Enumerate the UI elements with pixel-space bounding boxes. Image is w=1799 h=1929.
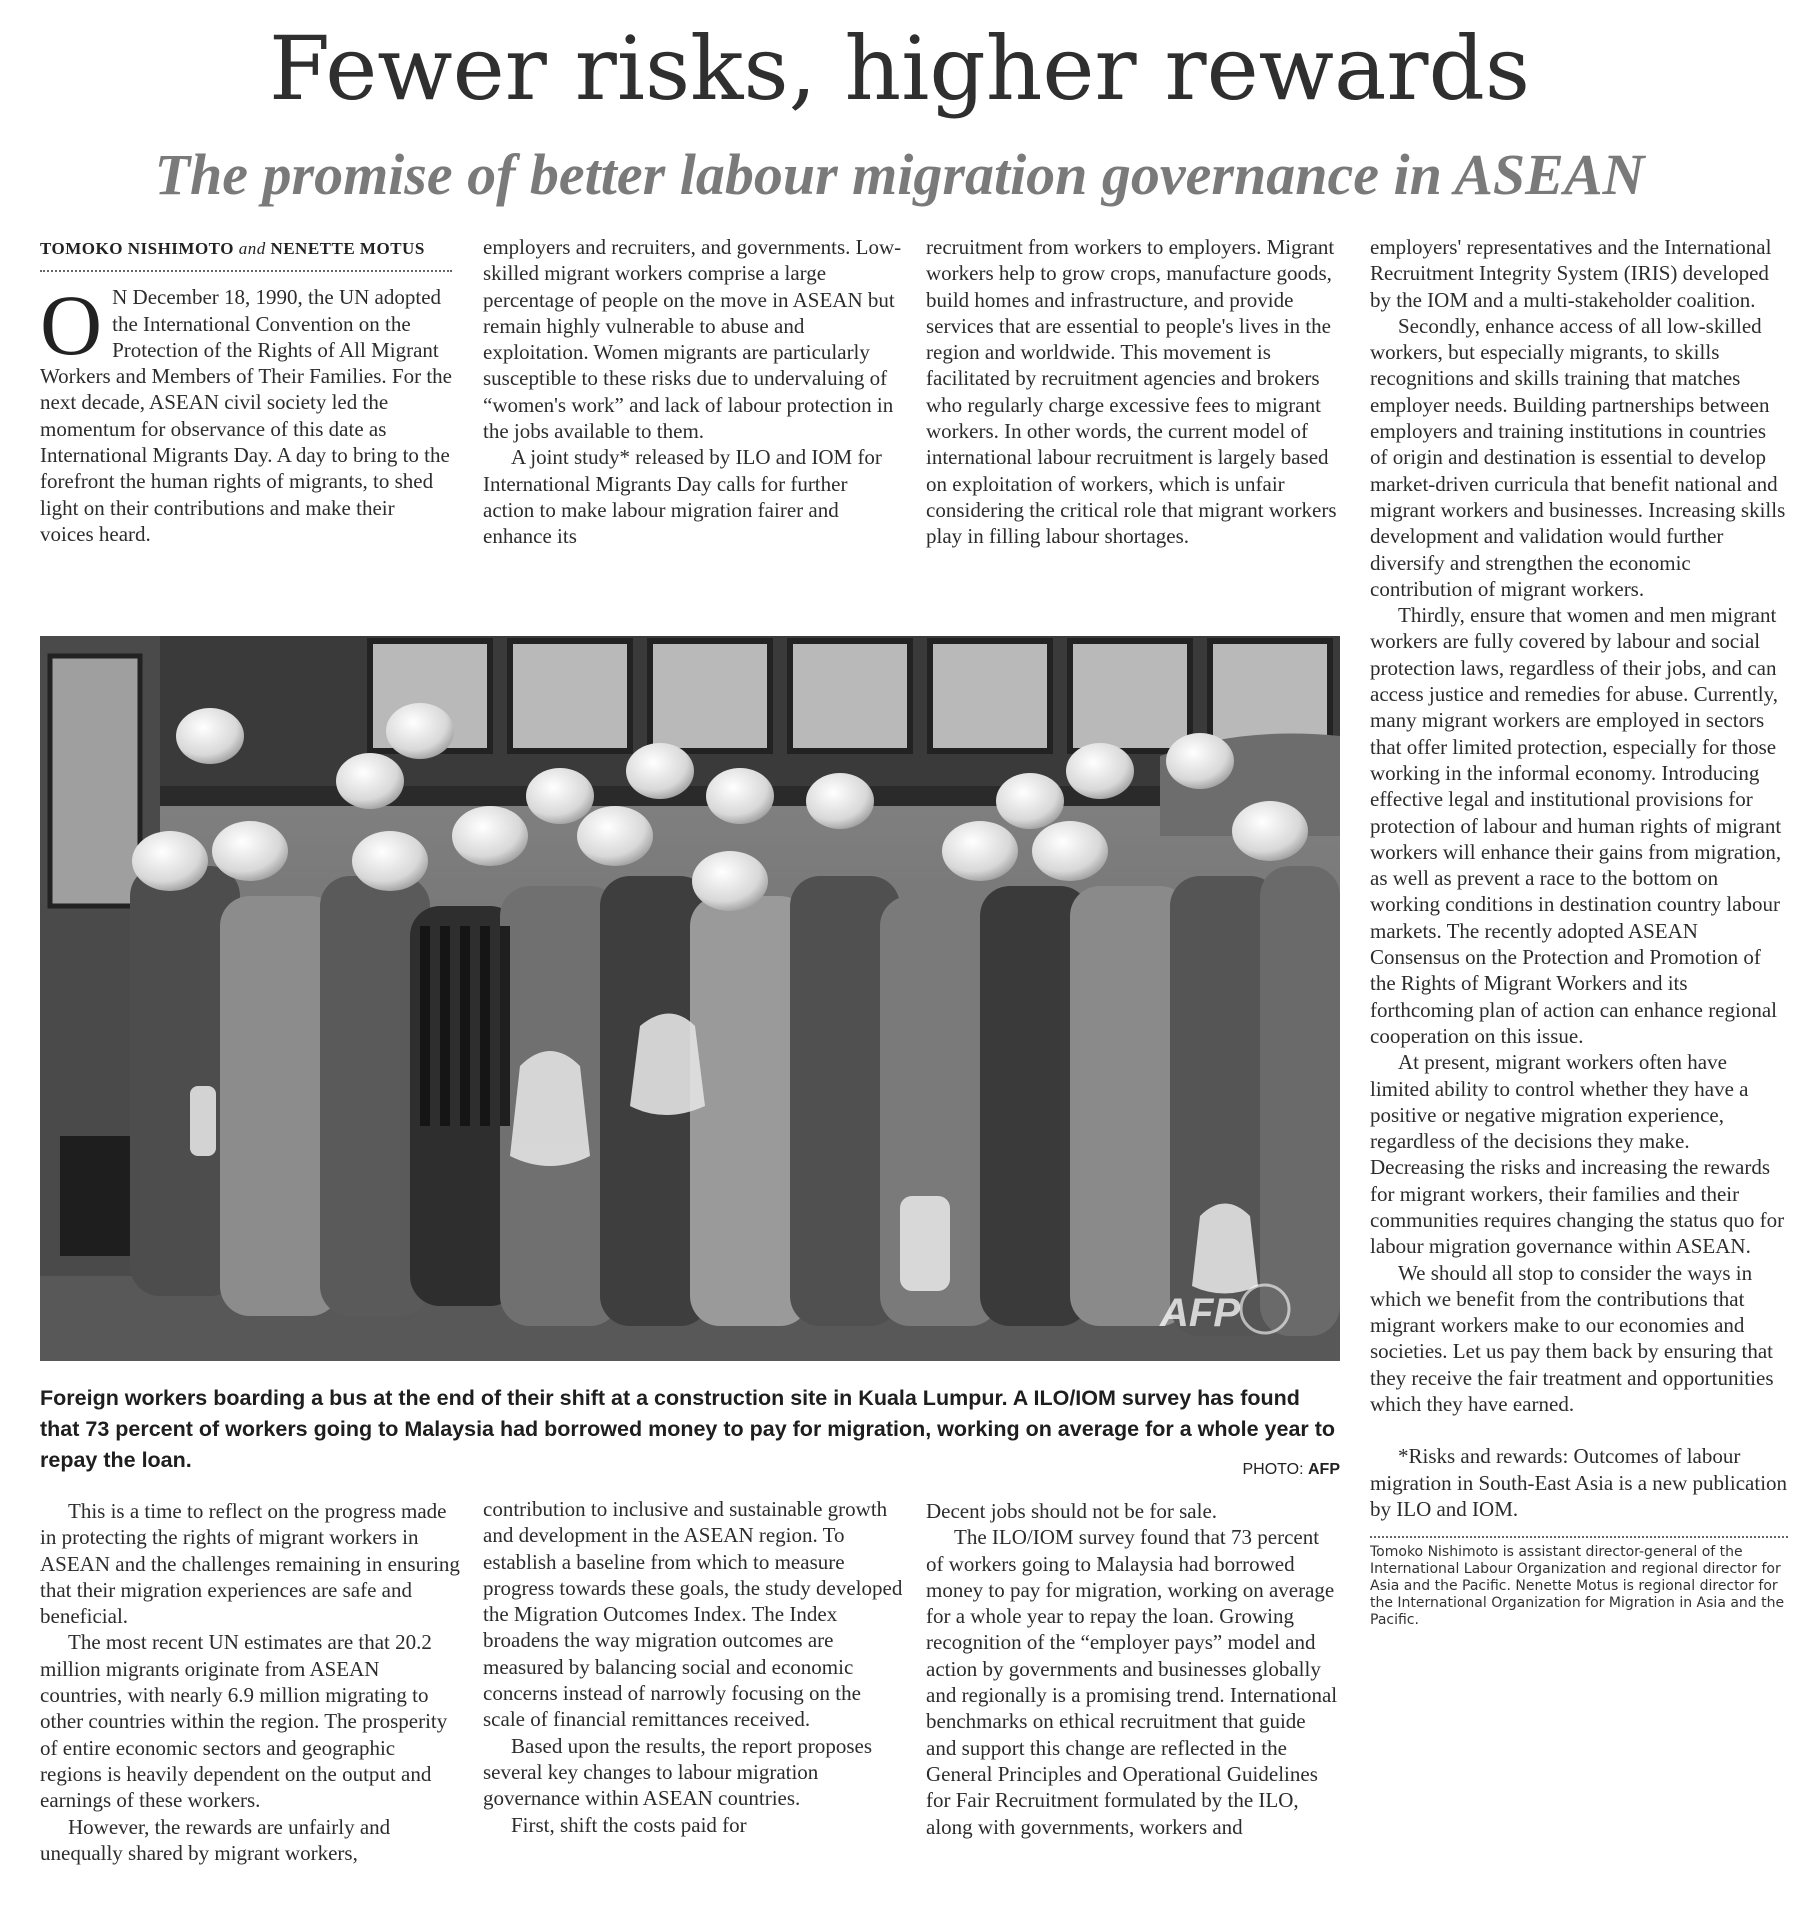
photo-credit: [1180, 1461, 1340, 1479]
byline: [40, 236, 452, 262]
paragraph: recruitment from workers to employers. Migrant workers help to grow crops, manufacture goods, build homes and infrastructure, and provide services that are essential to people's lives in the region and worldwide. This movement is facilitated by recruitment agencies and brokers who regularly charge excessive fees to migrant workers. In other words, the current model of international labour recruitment is largely based on exploitation of workers, which is unfair considering the critical role that migrant workers play in filling labour shortages.: [926, 235, 1337, 549]
paragraph: This is a time to reflect on the progress made in protecting the rights of migrant workers in ASEAN and the challenges remaining in ensuring that their migration experiences are safe and beneficial.: [40, 1499, 460, 1629]
photo-image: [40, 636, 1340, 1361]
headline: Fewer risks, higher rewards: [268, 17, 1530, 120]
paragraph: Secondly, enhance access of all low-skilled workers, but especially migrants, to skills recognitions and skills training that matches employer needs. Building partnerships between employers and training institutions in countries of origin and destination is essential to develop market-driven curricula that benefit national and migrant workers and businesses. Increasing skills development and validation would further diversify and strengthen the economic contribution of migrant workers.: [1370, 313, 1786, 601]
byline-divider: [40, 270, 452, 272]
author-1: TOMOKO NISHIMOTO: [40, 239, 234, 258]
paragraph: We should all stop to consider the ways in which we benefit from the contributions that migrant workers make to our economies and societies. Let us pay them back by ensuring that they receive the fair treatment and opportunities which they have earned.: [1370, 1260, 1774, 1417]
column-2-bottom: [483, 1496, 903, 1928]
column-1-bottom: [40, 1498, 460, 1928]
paragraph: A joint study* released by ILO and IOM for International Migrants Day calls for further action to make labour migration fairer and enhance its: [483, 445, 882, 549]
drop-cap: O: [40, 277, 103, 374]
photo-credit-source: AFP: [1308, 1461, 1340, 1478]
column-3-top: [926, 234, 1341, 606]
photo-credit-label: PHOTO:: [1242, 1461, 1304, 1478]
paragraph: Based upon the results, the report proposes several key changes to labour migration governance within ASEAN countries.: [483, 1733, 873, 1811]
paragraph: employers' representatives and the International Recruitment Integrity System (IRIS) developed by the IOM and a multi-stakeholder coalition.: [1370, 235, 1772, 312]
footnote: *Risks and rewards: Outcomes of labour migration in South-East Asia is a new publication by ILO and IOM.: [1370, 1444, 1788, 1521]
photo-caption: Foreign workers boarding a bus at the end of their shift at a construction site in Kuala Lumpur. A ILO/IOM survey has found that 73 percent of workers going to Malaysia had borrowed money to pay for migration, working on average for a whole year to repay the loan.: [40, 1386, 1336, 1472]
byline-conjunction: and: [238, 239, 266, 258]
bus-windows: [370, 641, 1330, 751]
paragraph: employers and recruiters, and governments. Low-skilled migrant workers comprise a large percentage of people on the move in ASEAN but remain highly vulnerable to abuse and exploitation. Women migrants are particularly susceptible to these risks due to undervaluing of “women's work” and lack of labour protection in the jobs available to them.: [483, 235, 902, 444]
paragraph: contribution to inclusive and sustainable growth and development in the ASEAN region. To establish a baseline from which to measure progress towards these goals, the study developed the Migration Outcomes Index. The Index broadens the way migration outcomes are measured by balancing social and economic concerns instead of narrowly focusing on the scale of financial remittances received.: [483, 1497, 903, 1732]
subheadline: The promise of better labour migration governance in ASEAN: [154, 142, 1645, 207]
paragraph: Decent jobs should not be for sale.: [926, 1499, 1218, 1523]
column-3-bottom: [926, 1498, 1341, 1928]
crowd: [130, 866, 1340, 1336]
intro-text: N December 18, 1990, the UN adopted the International Convention on the Protection of the Rights of All Migrant Workers and Members of Their Families. For the next decade, ASEAN civil society led the momentum for observance of this date as International Migrants Day. A day to bring to the forefront the human rights of migrants, to shed light on their contributions and make their voices heard.: [40, 285, 452, 546]
paragraph: At present, migrant workers often have limited ability to control whether they have a positive or negative migration experience, regardless of the decisions they make. Decreasing the risks and increasing the rewards for migrant workers, their families and their communities requires changing the status quo for labour migration governance within ASEAN.: [1370, 1050, 1785, 1259]
column-1-top: [40, 236, 452, 608]
photo-watermark: AFP: [1160, 1291, 1240, 1335]
intro-paragraph: [40, 277, 452, 547]
paragraph: However, the rewards are unfairly and unequally shared by migrant workers,: [40, 1814, 391, 1865]
news-photo: [40, 636, 1340, 1361]
column-2-top: [483, 234, 903, 606]
author-bio: Tomoko Nishimoto is assistant director-general of the International Labour Organization and regional director for Asia and the Pacific. Nenette Motus is regional director for the International Organization for Migration in Asia and the Pacific.: [1370, 1544, 1785, 1629]
paragraph: The most recent UN estimates are that 20.2 million migrants originate from ASEAN countries, with nearly 6.9 million migrating to other countries within the region. The prosperity of entire economic sectors and geographic regions is heavily dependent on the output and earnings of these workers.: [40, 1630, 448, 1813]
paragraph: Thirdly, ensure that women and men migrant workers are fully covered by labour and social protection laws, regardless of their jobs, and can access justice and remedies for abuse. Currently, many migrant workers are employed in sectors that offer limited protection, especially for those working in the informal economy. Introducing effective legal and institutional provisions for protection of labour and human rights of migrant workers will enhance their gains from migration, as well as prevent a race to the bottom on working conditions in destination country labour markets. The recently adopted ASEAN Consensus on the Protection and Promotion of the Rights of Migrant Workers and its forthcoming plan of action can enhance regional cooperation on this issue.: [1370, 603, 1782, 1048]
column-4: [1370, 234, 1788, 1924]
paragraph: First, shift the costs paid for: [511, 1812, 747, 1837]
author-2: NENETTE MOTUS: [270, 239, 425, 258]
paragraph: The ILO/IOM survey found that 73 percent of workers going to Malaysia had borrowed money to pay for migration, working on average for a whole year to repay the loan. Growing recognition of the “employer pays” model and action by governments and businesses globally and regionally is a promising trend. International benchmarks on ethical recruitment that guide and support this change are reflected in the General Principles and Operational Guidelines for Fair Recruitment formulated by the ILO, along with governments, workers and: [926, 1525, 1338, 1839]
bio-divider: [1370, 1536, 1788, 1538]
